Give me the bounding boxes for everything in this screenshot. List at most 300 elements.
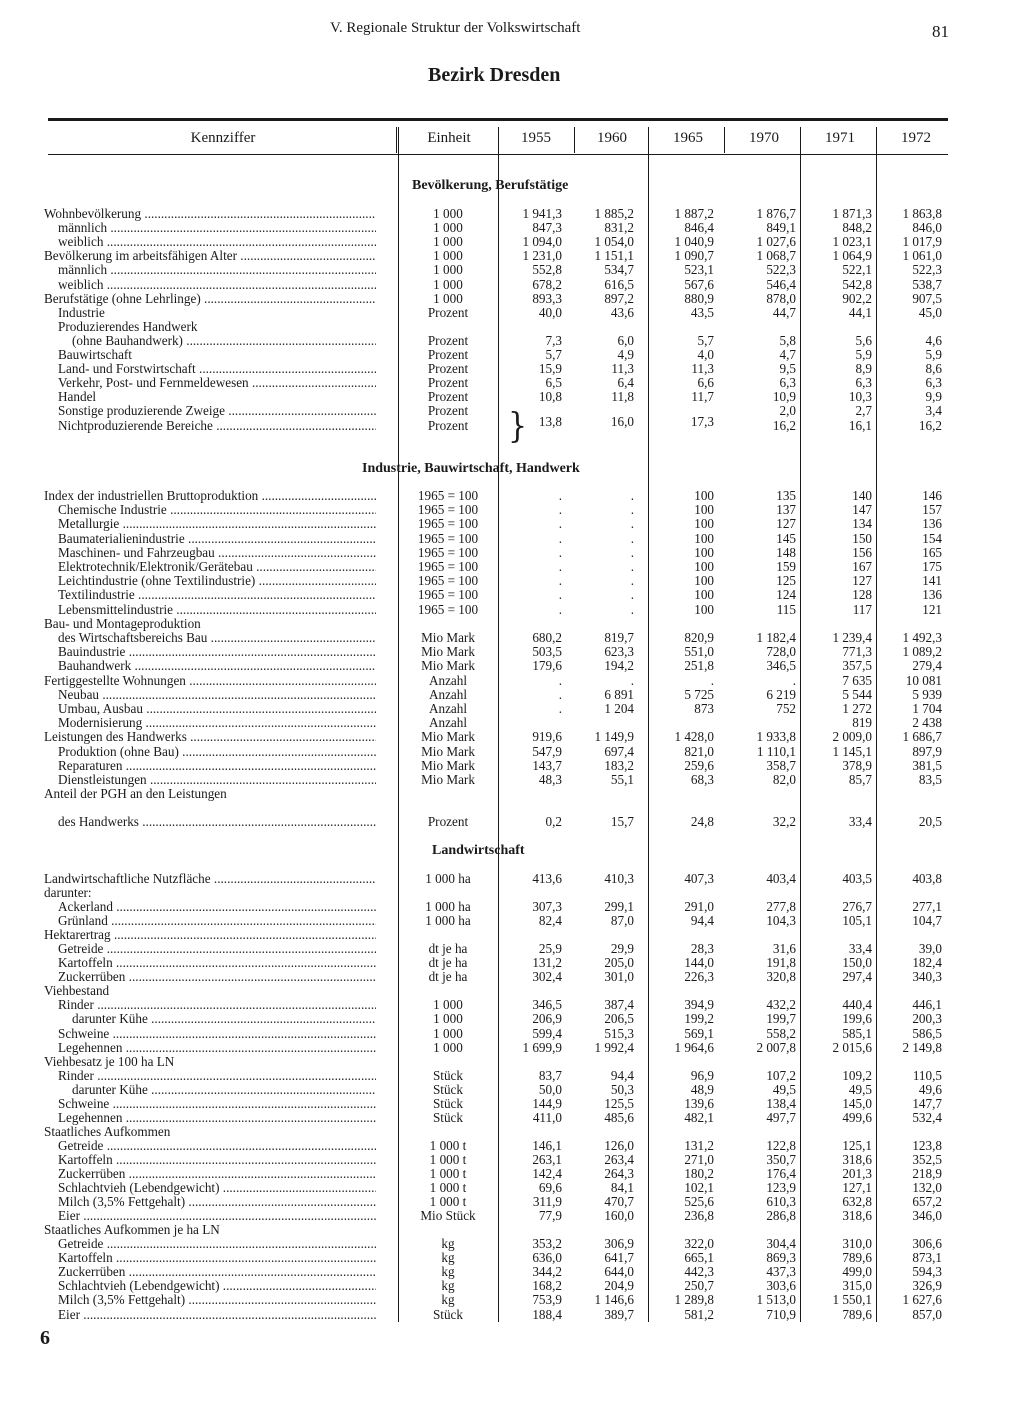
- column-divider: [396, 127, 397, 153]
- row-value: 641,7: [604, 1250, 634, 1265]
- row-value: 188,4: [532, 1307, 562, 1322]
- table-row: [0, 503, 1024, 517]
- row-value: 610,3: [766, 1194, 796, 1209]
- row-unit: kg: [441, 1278, 455, 1293]
- row-unit: kg: [441, 1292, 455, 1307]
- table-row: [0, 1097, 1024, 1111]
- row-unit: 1 000 t: [429, 1180, 467, 1195]
- table-row: [0, 1209, 1024, 1223]
- row-label: Hektarertrag .....: [44, 928, 376, 942]
- table-row: [0, 278, 1024, 292]
- row-unit: 1965 = 100: [417, 545, 479, 560]
- table-row: [0, 1069, 1024, 1083]
- row-value: 1 863,8: [902, 206, 942, 221]
- row-value: 138,4: [766, 1096, 796, 1111]
- row-unit: 1 000: [433, 291, 463, 306]
- row-unit: Mio Mark: [421, 744, 475, 759]
- row-value: 680,2: [532, 630, 562, 645]
- row-unit: 1965 = 100: [417, 559, 479, 574]
- row-value: 752: [776, 701, 796, 716]
- row-value: 522,3: [766, 262, 796, 277]
- row-value: 558,2: [766, 1026, 796, 1041]
- row-value: 100: [694, 502, 714, 517]
- row-value: 847,3: [532, 220, 562, 235]
- row-value: 45,0: [918, 305, 942, 320]
- row-value: 297,4: [842, 969, 872, 984]
- row-value: 552,8: [532, 262, 562, 277]
- row-value: 1 068,7: [756, 248, 796, 263]
- row-value: 1 040,9: [674, 234, 714, 249]
- row-value: 127: [776, 516, 796, 531]
- table-row: [0, 787, 1024, 801]
- row-label: Viehbestand: [44, 984, 110, 998]
- row-value: 819,7: [604, 630, 634, 645]
- row-value: 503,5: [532, 644, 562, 659]
- merged-brace: }: [508, 406, 528, 447]
- row-value: 167: [852, 559, 872, 574]
- row-value: 10,8: [538, 389, 562, 404]
- row-value: 84,1: [610, 1180, 634, 1195]
- row-value: 1 871,3: [832, 206, 872, 221]
- row-value: 1 110,1: [756, 744, 796, 759]
- row-value: 1 061,0: [902, 248, 942, 263]
- row-value: 200,3: [912, 1011, 942, 1026]
- row-value: 123,8: [912, 1138, 942, 1153]
- row-value: 1 627,6: [902, 1292, 942, 1307]
- row-label: weiblich .....: [58, 278, 376, 292]
- row-value: 346,5: [532, 997, 562, 1012]
- row-value: 636,0: [532, 1250, 562, 1265]
- row-value: 124: [776, 587, 796, 602]
- row-value: 127,1: [842, 1180, 872, 1195]
- row-label: Umbau, Ausbau .....: [58, 702, 376, 716]
- row-value: 1 089,2: [902, 644, 942, 659]
- row-value: .: [630, 545, 634, 560]
- row-value: 2 149,8: [902, 1040, 942, 1055]
- table-row: [0, 1139, 1024, 1153]
- row-value: 515,3: [604, 1026, 634, 1041]
- row-value: 849,1: [766, 220, 796, 235]
- table-row: [0, 872, 1024, 886]
- row-value: 20,5: [918, 814, 942, 829]
- row-label: Dienstleistungen .....: [58, 773, 376, 787]
- row-value: 1 023,1: [832, 234, 872, 249]
- row-unit: 1 000: [433, 1011, 463, 1026]
- row-label: Textilindustrie .....: [58, 588, 376, 602]
- table-row: [0, 1181, 1024, 1195]
- row-unit: 1965 = 100: [417, 587, 479, 602]
- merged-values-row: [0, 415, 1024, 429]
- table-row: [0, 362, 1024, 376]
- table-row: [0, 1195, 1024, 1209]
- row-value: 100: [694, 531, 714, 546]
- merged-value: 13,8: [538, 414, 562, 429]
- row-label: Getreide .....: [58, 1237, 376, 1251]
- row-value: 4,7: [779, 347, 796, 362]
- row-unit: 1 000: [433, 220, 463, 235]
- row-value: .: [558, 502, 562, 517]
- row-label: Metallurgie .....: [58, 517, 376, 531]
- row-label: Rinder .....: [58, 998, 376, 1012]
- row-unit: Prozent: [427, 375, 469, 390]
- row-value: 131,2: [532, 955, 562, 970]
- row-unit: 1965 = 100: [417, 531, 479, 546]
- row-value: 44,7: [772, 305, 796, 320]
- row-value: 16,1: [848, 418, 872, 433]
- row-value: 306,6: [912, 1236, 942, 1251]
- table-row: [0, 998, 1024, 1012]
- row-value: .: [630, 488, 634, 503]
- row-unit: 1965 = 100: [417, 502, 479, 517]
- table-row: [0, 1265, 1024, 1279]
- row-value: 5,9: [925, 347, 942, 362]
- row-value: 499,0: [842, 1264, 872, 1279]
- row-label: Anteil der PGH an den Leistungen: [44, 787, 227, 801]
- row-value: 532,4: [912, 1110, 942, 1125]
- row-value: 525,6: [684, 1194, 714, 1209]
- row-value: 183,2: [604, 758, 634, 773]
- table-row: [0, 970, 1024, 984]
- row-label: Staatliches Aufkommen: [44, 1125, 171, 1139]
- row-value: 2 007,8: [756, 1040, 796, 1055]
- row-label: darunter Kühe .....: [72, 1083, 376, 1097]
- row-value: 29,9: [610, 941, 634, 956]
- row-value: .: [558, 488, 562, 503]
- row-value: 5,9: [855, 347, 872, 362]
- row-value: 1 145,1: [832, 744, 872, 759]
- row-value: 150: [852, 531, 872, 546]
- row-value: .: [710, 673, 714, 688]
- row-value: 442,3: [684, 1264, 714, 1279]
- row-value: 201,3: [842, 1166, 872, 1181]
- row-value: 82,0: [772, 772, 796, 787]
- table-row: [0, 1223, 1024, 1237]
- row-label: Schlachtvieh (Lebendgewicht) .....: [58, 1279, 376, 1293]
- row-unit: Prozent: [427, 403, 469, 418]
- row-value: 1 151,1: [594, 248, 634, 263]
- row-label: (ohne Bauhandwerk) .....: [72, 334, 376, 348]
- table-row: [0, 263, 1024, 277]
- table-row: [0, 702, 1024, 716]
- row-value: 4,6: [925, 333, 942, 348]
- row-value: 4,9: [617, 347, 634, 362]
- row-value: 1 027,6: [756, 234, 796, 249]
- table-row: [0, 320, 1024, 334]
- row-value: 499,6: [842, 1110, 872, 1125]
- table-row: [0, 759, 1024, 773]
- row-value: 340,3: [912, 969, 942, 984]
- row-label: Getreide .....: [58, 942, 376, 956]
- table-row: [0, 1125, 1024, 1139]
- row-unit: Anzahl: [428, 701, 468, 716]
- row-value: 581,2: [684, 1307, 714, 1322]
- row-value: 6,5: [545, 375, 562, 390]
- row-value: 271,0: [684, 1152, 714, 1167]
- row-value: 346,5: [766, 658, 796, 673]
- row-value: 846,0: [912, 220, 942, 235]
- row-value: 3,4: [925, 403, 942, 418]
- table-row: [0, 914, 1024, 928]
- section-title: Landwirtschaft: [432, 843, 525, 858]
- row-value: 49,6: [918, 1082, 942, 1097]
- row-value: 11,3: [691, 361, 714, 376]
- row-value: 251,8: [684, 658, 714, 673]
- row-value: 789,6: [842, 1307, 872, 1322]
- row-value: 15,9: [538, 361, 562, 376]
- row-label: Wohnbevölkerung .....: [44, 207, 376, 221]
- row-value: 315,0: [842, 1278, 872, 1293]
- row-label: Legehennen .....: [58, 1041, 376, 1055]
- row-value: 310,0: [842, 1236, 872, 1251]
- row-value: 350,7: [766, 1152, 796, 1167]
- row-value: 410,3: [604, 871, 634, 886]
- row-unit: Anzahl: [428, 687, 468, 702]
- row-value: 146,1: [532, 1138, 562, 1153]
- row-value: 83,5: [918, 772, 942, 787]
- row-value: 126,0: [604, 1138, 634, 1153]
- row-value: 199,2: [684, 1011, 714, 1026]
- row-value: .: [558, 559, 562, 574]
- row-unit: 1 000: [433, 234, 463, 249]
- row-value: 226,3: [684, 969, 714, 984]
- table-row: [0, 517, 1024, 531]
- row-value: 205,0: [604, 955, 634, 970]
- row-value: 139,6: [684, 1096, 714, 1111]
- row-value: 1 513,0: [756, 1292, 796, 1307]
- row-value: 326,9: [912, 1278, 942, 1293]
- row-value: 848,2: [842, 220, 872, 235]
- row-value: 594,3: [912, 1264, 942, 1279]
- row-value: 523,1: [684, 262, 714, 277]
- table-row: [0, 631, 1024, 645]
- row-value: 206,5: [604, 1011, 634, 1026]
- row-value: 411,0: [532, 1110, 562, 1125]
- row-value: 55,1: [610, 772, 634, 787]
- row-value: 346,0: [912, 1208, 942, 1223]
- row-value: 5 544: [842, 687, 872, 702]
- row-value: 7 635: [842, 673, 872, 688]
- row-value: 6,3: [855, 375, 872, 390]
- table-row: [0, 1153, 1024, 1167]
- row-value: 144,9: [532, 1096, 562, 1111]
- row-label: Kartoffeln .....: [58, 956, 376, 970]
- row-value: 11,7: [691, 389, 714, 404]
- row-value: 470,7: [604, 1194, 634, 1209]
- row-value: 599,4: [532, 1026, 562, 1041]
- row-value: 279,4: [912, 658, 942, 673]
- row-value: 132,0: [912, 1180, 942, 1195]
- row-value: 150,0: [842, 955, 872, 970]
- row-value: 2,7: [855, 403, 872, 418]
- row-value: 6,3: [925, 375, 942, 390]
- row-value: 5 939: [912, 687, 942, 702]
- row-value: .: [558, 701, 562, 716]
- row-value: 819: [852, 715, 872, 730]
- row-value: 353,2: [532, 1236, 562, 1251]
- row-value: 6,0: [617, 333, 634, 348]
- row-value: 204,9: [604, 1278, 634, 1293]
- row-value: 291,0: [684, 899, 714, 914]
- row-value: 1 992,4: [594, 1040, 634, 1055]
- row-value: 394,9: [684, 997, 714, 1012]
- row-value: 301,0: [604, 969, 634, 984]
- row-label: Landwirtschaftliche Nutzfläche .....: [44, 872, 376, 886]
- table-row: [0, 1167, 1024, 1181]
- table-row: [0, 928, 1024, 942]
- row-value: 94,4: [610, 1068, 634, 1083]
- footer-mark: 6: [40, 1327, 50, 1349]
- table-row: [0, 886, 1024, 900]
- row-value: 665,1: [684, 1250, 714, 1265]
- row-value: 4,0: [697, 347, 714, 362]
- page-number: 81: [932, 22, 949, 41]
- row-value: 644,0: [604, 1264, 634, 1279]
- row-value: 259,6: [684, 758, 714, 773]
- column-divider: [724, 127, 725, 153]
- row-value: 299,1: [604, 899, 634, 914]
- row-label: Milch (3,5% Fettgehalt) .....: [58, 1293, 376, 1307]
- table-row: [0, 1012, 1024, 1026]
- row-value: 831,2: [604, 220, 634, 235]
- row-value: 1 272: [842, 701, 872, 716]
- row-unit: Mio Mark: [421, 758, 475, 773]
- section-title: Industrie, Bauwirtschaft, Handwerk: [362, 461, 580, 476]
- row-unit: Stück: [432, 1110, 464, 1125]
- table-row: [0, 560, 1024, 574]
- row-value: 156: [852, 545, 872, 560]
- row-unit: kg: [441, 1236, 455, 1251]
- row-label: Produktion (ohne Bau) .....: [58, 745, 376, 759]
- row-label: Lebensmittelindustrie .....: [58, 603, 376, 617]
- row-unit: Stück: [432, 1307, 464, 1322]
- row-value: 586,5: [912, 1026, 942, 1041]
- row-value: 276,7: [842, 899, 872, 914]
- row-value: 1 239,4: [832, 630, 872, 645]
- table-row: [0, 1055, 1024, 1069]
- row-label: Reparaturen .....: [58, 759, 376, 773]
- row-value: 199,6: [842, 1011, 872, 1026]
- row-value: 403,4: [766, 871, 796, 886]
- row-value: 160,0: [604, 1208, 634, 1223]
- row-label: Zuckerrüben .....: [58, 1265, 376, 1279]
- row-value: 263,1: [532, 1152, 562, 1167]
- row-label: darunter:: [44, 886, 92, 900]
- row-value: 2 015,6: [832, 1040, 872, 1055]
- row-value: 1 492,3: [902, 630, 942, 645]
- row-value: 432,2: [766, 997, 796, 1012]
- row-value: 322,0: [684, 1236, 714, 1251]
- row-unit: Mio Mark: [421, 729, 475, 744]
- row-value: 482,1: [684, 1110, 714, 1125]
- row-value: 100: [694, 573, 714, 588]
- row-value: 191,8: [766, 955, 796, 970]
- row-value: 110,5: [912, 1068, 942, 1083]
- header-year-1970: 1970: [749, 130, 779, 146]
- row-value: 28,3: [690, 941, 714, 956]
- row-value: 632,8: [842, 1194, 872, 1209]
- table-row: [0, 1279, 1024, 1293]
- row-value: 218,9: [912, 1166, 942, 1181]
- row-unit: 1 000 ha: [425, 913, 471, 928]
- row-value: 159: [776, 559, 796, 574]
- row-value: 2 009,0: [832, 729, 872, 744]
- row-value: 2,0: [779, 403, 796, 418]
- row-value: 144,0: [684, 955, 714, 970]
- row-value: 7,3: [545, 333, 562, 348]
- row-value: 49,5: [772, 1082, 796, 1097]
- row-value: 77,9: [538, 1208, 562, 1223]
- row-value: .: [630, 516, 634, 531]
- row-value: 147: [852, 502, 872, 517]
- table-row: [0, 235, 1024, 249]
- row-value: 277,1: [912, 899, 942, 914]
- row-value: 194,2: [604, 658, 634, 673]
- row-value: 263,4: [604, 1152, 634, 1167]
- row-value: 134: [852, 516, 872, 531]
- table-row: [0, 942, 1024, 956]
- row-value: 1 064,9: [832, 248, 872, 263]
- row-value: 165: [922, 545, 942, 560]
- row-value: 1 094,0: [522, 234, 562, 249]
- row-unit: 1 000 t: [429, 1138, 467, 1153]
- row-value: 873: [694, 701, 714, 716]
- row-value: 15,7: [610, 814, 634, 829]
- row-value: 48,3: [538, 772, 562, 787]
- table-row: [0, 745, 1024, 759]
- row-label: Bauwirtschaft: [58, 348, 132, 362]
- row-unit: 1 000: [433, 997, 463, 1012]
- table-row: [0, 1111, 1024, 1125]
- row-value: 69,6: [538, 1180, 562, 1195]
- row-label: männlich .....: [58, 263, 376, 277]
- header-year-1955: 1955: [521, 130, 551, 146]
- merged-value: 16,0: [610, 414, 634, 429]
- row-value: .: [630, 502, 634, 517]
- row-value: 136: [922, 516, 942, 531]
- row-value: 585,1: [842, 1026, 872, 1041]
- row-value: 567,6: [684, 277, 714, 292]
- row-label: Nichtproduzierende Bereiche .....: [58, 419, 376, 433]
- row-value: 1 686,7: [902, 729, 942, 744]
- table-row: [0, 1293, 1024, 1307]
- row-label: Neubau .....: [58, 688, 376, 702]
- row-value: 902,2: [842, 291, 872, 306]
- row-value: 569,1: [684, 1026, 714, 1041]
- row-unit: Prozent: [427, 333, 469, 348]
- row-label: Getreide .....: [58, 1139, 376, 1153]
- table-row: [0, 617, 1024, 631]
- row-value: 125: [776, 573, 796, 588]
- row-value: 304,4: [766, 1236, 796, 1251]
- row-value: 10,3: [848, 389, 872, 404]
- row-label: männlich .....: [58, 221, 376, 235]
- row-value: 318,6: [842, 1208, 872, 1223]
- row-value: 50,0: [538, 1082, 562, 1097]
- row-value: 117: [852, 602, 872, 617]
- row-value: 137: [776, 502, 796, 517]
- row-value: 1 876,7: [756, 206, 796, 221]
- row-value: 1 933,8: [756, 729, 796, 744]
- row-value: 206,9: [532, 1011, 562, 1026]
- row-value: 107,2: [766, 1068, 796, 1083]
- row-value: 68,3: [690, 772, 714, 787]
- row-label: Handel: [58, 390, 97, 404]
- row-unit: 1 000: [433, 1040, 463, 1055]
- table-row: [0, 1237, 1024, 1251]
- row-value: 8,9: [855, 361, 872, 376]
- row-value: 413,6: [532, 871, 562, 886]
- row-label: Milch (3,5% Fettgehalt) .....: [58, 1195, 376, 1209]
